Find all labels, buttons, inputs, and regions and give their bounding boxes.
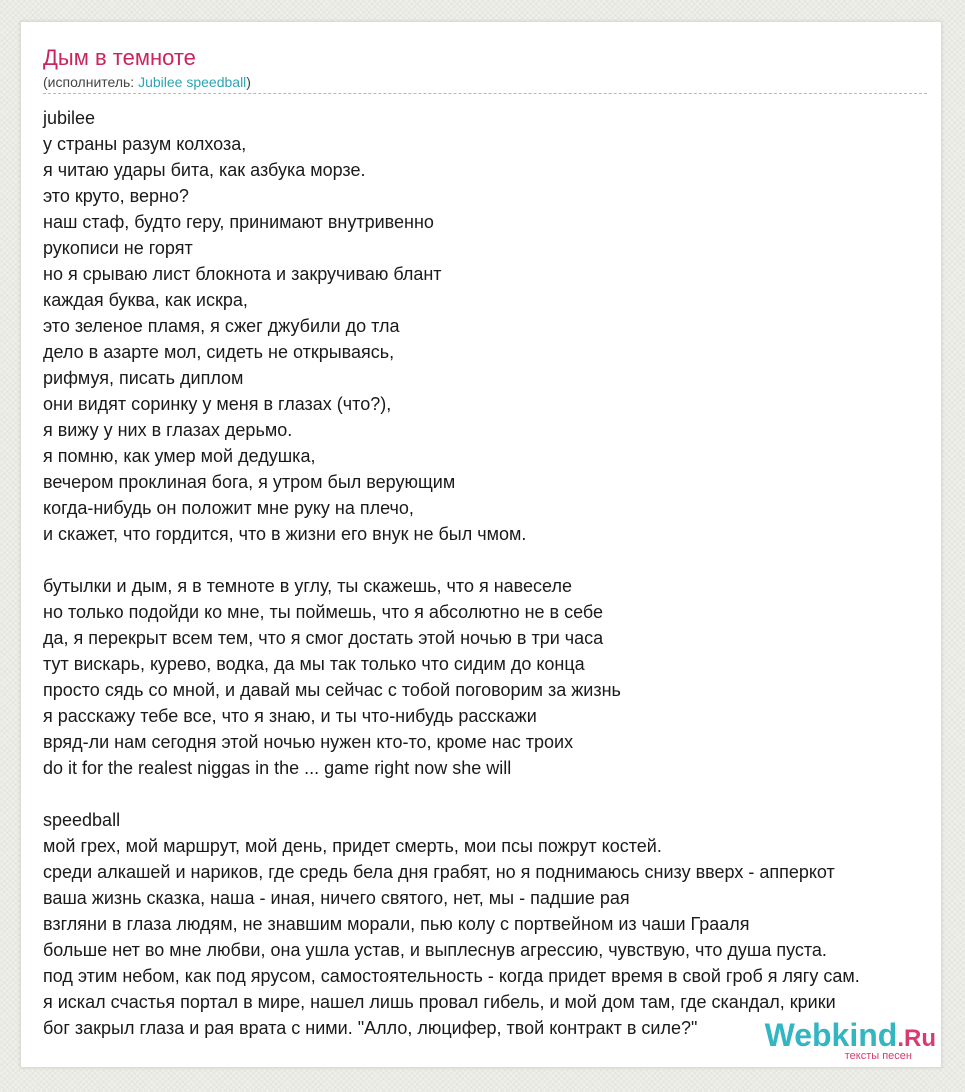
lyric-line: мой грех, мой маршрут, мой день, придет смерть, мои псы пожрут костей. — [43, 836, 662, 856]
lyric-line: они видят соринку у меня в глазах (что?), — [43, 394, 392, 414]
lyric-line: вечером проклиная бога, я утром был верующим — [43, 472, 456, 492]
lyric-line: и скажет, что гордится, что в жизни его внук не был чмом. — [43, 524, 527, 544]
lyric-line — [43, 547, 965, 573]
lyric-line: рифмуя, писать диплом — [43, 368, 244, 388]
lyric-line: среди алкашей и нариков, где средь бела дня грабят, но я поднимаюсь снизу вверх - апперкот — [43, 862, 835, 882]
title-divider — [43, 93, 927, 94]
lyric-line: под этим небом, как под ярусом, самостоятельность - когда придет время в свой гроб я лягу сам. — [43, 966, 860, 986]
lyric-line: jubilee — [43, 108, 96, 128]
logo-tld: .Ru — [897, 1025, 936, 1052]
lyric-line — [43, 781, 965, 807]
artist-link[interactable]: Jubilee speedball — [138, 74, 247, 90]
lyric-line: но я срываю лист блокнота и закручиваю блант — [43, 264, 442, 284]
lyric-line: больше нет во мне любви, она ушла устав, и выплеснув агрессию, чувствую, что душа пуста. — [43, 940, 827, 960]
lyric-line: бутылки и дым, я в темноте в углу, ты скажешь, что я навеселе — [43, 576, 572, 596]
lyric-line: ваша жизнь сказка, наша - иная, ничего святого, нет, мы - падшие рая — [43, 888, 630, 908]
lyric-line: я читаю удары бита, как азбука морзе. — [43, 160, 366, 180]
lyric-line: просто сядь со мной, и давай мы сейчас с тобой поговорим за жизнь — [43, 680, 621, 700]
lyric-line: каждая буква, как искра, — [43, 290, 248, 310]
lyrics-text — [43, 105, 965, 1041]
lyric-line: это круто, верно? — [43, 186, 189, 206]
lyric-line: я помню, как умер мой дедушка, — [43, 446, 316, 466]
artist-prefix: (исполнитель: — [43, 74, 139, 90]
lyric-line: do it for the realest niggas in the ... game right now she will — [43, 758, 512, 778]
lyric-line: вряд-ли нам сегодня этой ночью нужен кто-то, кроме нас троих — [43, 732, 574, 752]
lyric-line: я вижу у них в глазах дерьмо. — [43, 420, 293, 440]
lyric-line: я расскажу тебе все, что я знаю, и ты что-нибудь расскажи — [43, 706, 537, 726]
lyric-line: когда-нибудь он положит мне руку на плечо, — [43, 498, 414, 518]
logo-tagline: тексты песен — [844, 1050, 912, 1062]
logo-word: Webkind — [764, 1017, 898, 1053]
lyric-line: бог закрыл глаза и рая врата с ними. "Алло, люцифер, твой контракт в силе?" — [43, 1018, 698, 1038]
artist-line — [43, 73, 251, 91]
lyrics-card — [20, 21, 942, 1068]
lyric-line: взгляни в глаза людям, не знавшим морали, пью колу с портвейном из чаши Грааля — [43, 914, 750, 934]
lyric-line: я искал счастья портал в мире, нашел лишь провал гибель, и мой дом там, где скандал, крики — [43, 992, 836, 1012]
lyric-line: дело в азарте мол, сидеть не открываясь, — [43, 342, 395, 362]
lyric-line: speedball — [43, 810, 121, 830]
webkind-logo[interactable] — [726, 1015, 936, 1067]
lyric-line: но только подойди ко мне, ты поймешь, что я абсолютно не в себе — [43, 602, 604, 622]
lyric-line: это зеленое пламя, я сжег джубили до тла — [43, 316, 400, 336]
lyric-line: рукописи не горят — [43, 238, 193, 258]
page-title: Дым в темноте — [43, 45, 196, 70]
lyric-line: тут вискарь, курево, водка, да мы так только что сидим до конца — [43, 654, 585, 674]
lyric-line: да, я перекрыт всем тем, что я смог достать этой ночью в три часа — [43, 628, 604, 648]
artist-suffix: ) — [246, 74, 251, 90]
lyric-line: наш стаф, будто геру, принимают внутривенно — [43, 212, 434, 232]
lyric-line: у страны разум колхоза, — [43, 134, 247, 154]
